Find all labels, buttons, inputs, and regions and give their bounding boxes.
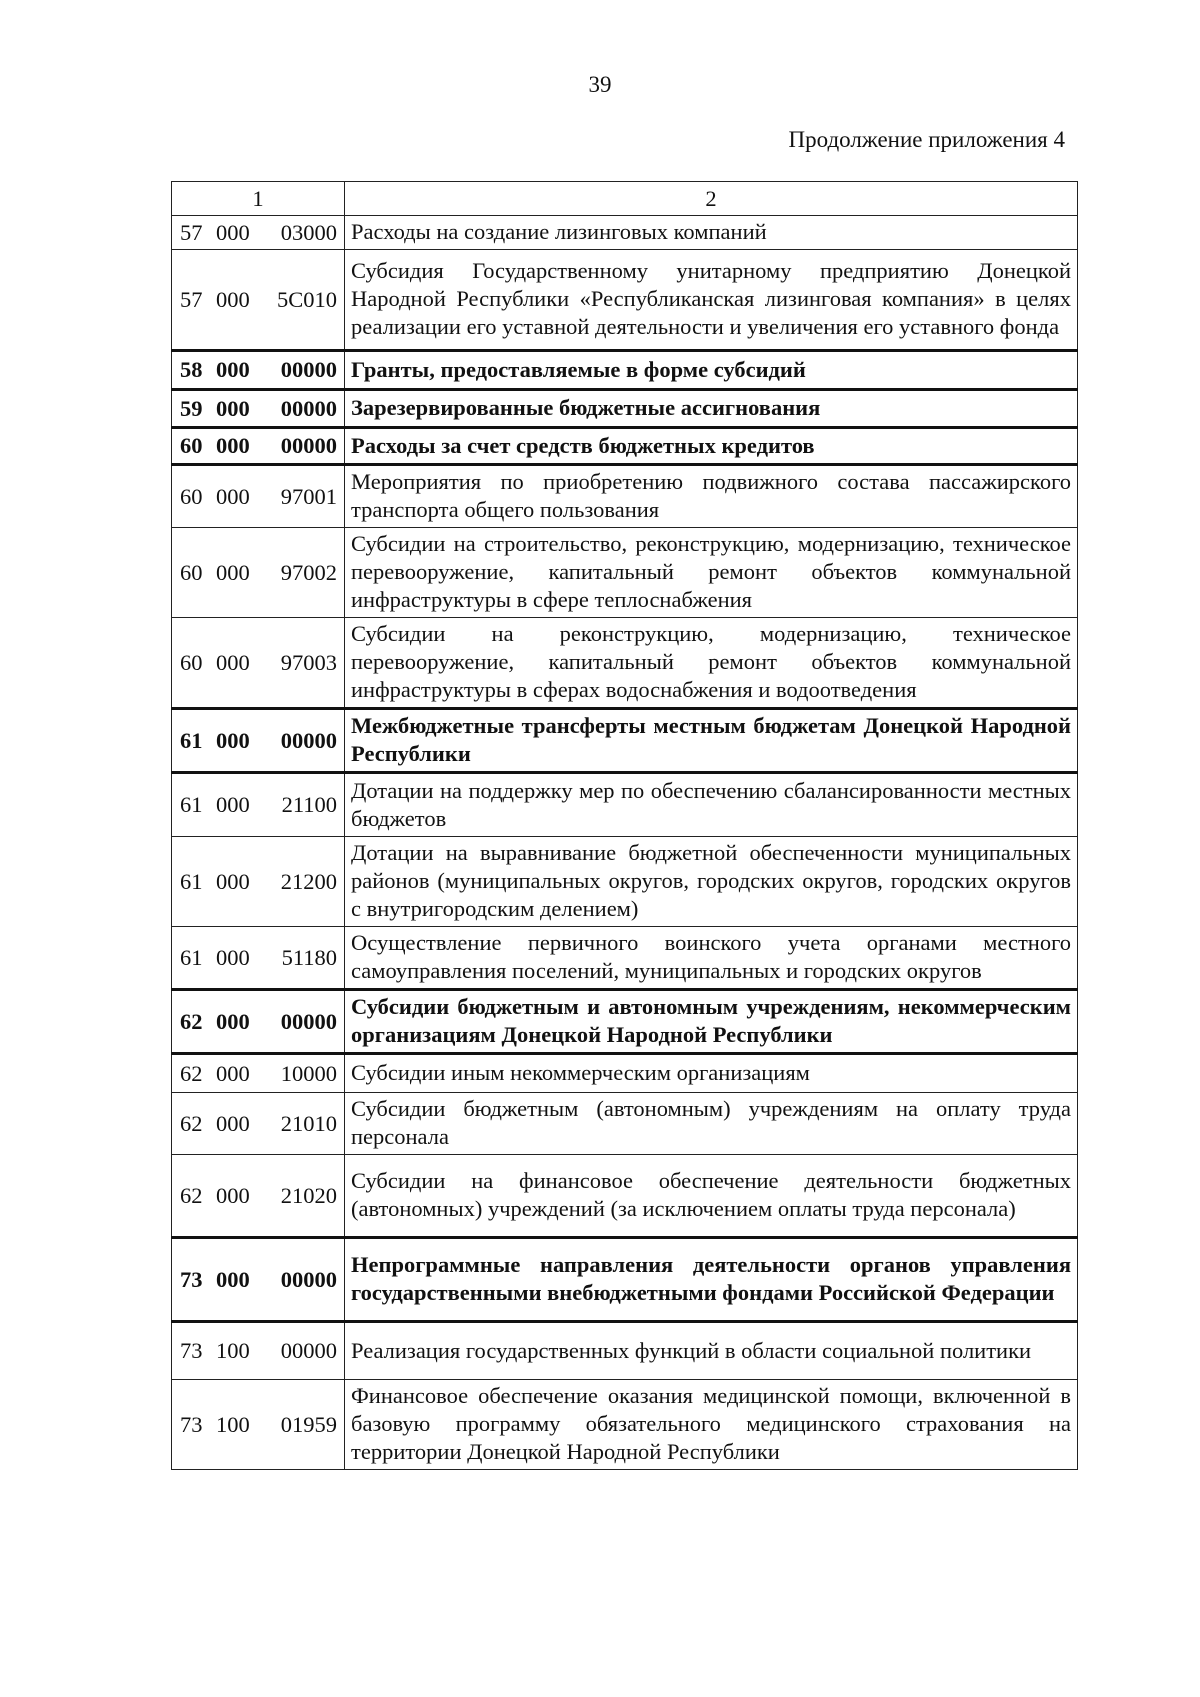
code-part-direction: 21010 [280, 1110, 337, 1136]
code-part-direction: 00000 [280, 1266, 337, 1292]
code-part-direction: 00000 [280, 727, 337, 753]
code-part-program: 60 [180, 433, 203, 458]
classification-code-cell [172, 250, 345, 351]
expense-description-cell: Межбюджетные трансферты местным бюджетам Донецкой Народной Республики [345, 709, 1078, 773]
code-part-subprogram: 000 [216, 649, 250, 675]
table-header-row [172, 182, 1078, 216]
table-row [172, 1380, 1078, 1470]
classification-code-cell [172, 618, 345, 709]
code-part-subprogram: 000 [216, 727, 250, 753]
table-row [172, 927, 1078, 990]
classification-code-cell [172, 990, 345, 1054]
table-row [172, 990, 1078, 1054]
code-part-subprogram: 000 [216, 433, 250, 458]
table-row [172, 709, 1078, 773]
code-part-program: 73 [180, 1338, 203, 1363]
table-row [172, 1238, 1078, 1322]
table-row [172, 216, 1078, 250]
expense-description-cell: Гранты, предоставляемые в форме субсидий [345, 351, 1078, 390]
classification-code-cell [172, 1093, 345, 1155]
expense-description-cell: Субсидии на строительство, реконструкцию, модернизацию, техническое перевооружение, капитальный ремонт объектов коммунальной инфраструктуры в сфере теплоснабжения [345, 528, 1078, 618]
expense-description-cell: Дотации на поддержку мер по обеспечению сбалансированности местных бюджетов [345, 773, 1078, 837]
classification-code-cell [172, 428, 345, 465]
code-part-program: 58 [180, 357, 203, 382]
table-row [172, 1322, 1078, 1380]
expense-description-cell: Расходы на создание лизинговых компаний [345, 216, 1078, 250]
table-row [172, 773, 1078, 837]
table-row [172, 390, 1078, 428]
table-row [172, 1155, 1078, 1238]
code-part-program: 62 [180, 1110, 203, 1136]
code-part-program: 61 [180, 727, 203, 753]
code-part-subprogram: 000 [216, 483, 250, 509]
code-part-subprogram: 000 [216, 944, 250, 970]
code-part-program: 61 [180, 868, 203, 894]
appendix-continuation-label: Продолжение приложения 4 [788, 127, 1065, 152]
code-part-direction: 97001 [280, 483, 337, 509]
code-part-program: 73 [180, 1411, 203, 1437]
code-part-program: 57 [180, 219, 203, 245]
classification-code-cell [172, 1238, 345, 1322]
expense-description-cell: Дотации на выравнивание бюджетной обеспеченности муниципальных районов (муниципальных округов, городских округов, городских округов с внутригородским делением) [345, 837, 1078, 927]
code-part-subprogram: 000 [216, 559, 250, 585]
table-row [172, 837, 1078, 927]
table-row [172, 528, 1078, 618]
classification-code-cell [172, 1322, 345, 1380]
expense-description-cell: Субсидии на финансовое обеспечение деятельности бюджетных (автономных) учреждений (за исключением оплаты труда персонала) [345, 1155, 1078, 1238]
code-part-direction: 00000 [280, 357, 337, 382]
column-header-code: 1 [172, 182, 345, 216]
table-row [172, 1093, 1078, 1155]
code-part-direction: 00000 [280, 395, 337, 421]
expense-description-cell: Субсидии иным некоммерческим организациям [345, 1054, 1078, 1093]
table-row [172, 428, 1078, 465]
table-row [172, 250, 1078, 351]
classification-code-cell [172, 1155, 345, 1238]
code-part-direction: 21200 [280, 868, 337, 894]
code-part-program: 62 [180, 1060, 203, 1086]
table-row [172, 618, 1078, 709]
code-part-program: 59 [180, 395, 203, 421]
classification-code-cell [172, 773, 345, 837]
code-part-direction: 01959 [280, 1411, 337, 1437]
classification-code-cell [172, 1054, 345, 1093]
code-part-subprogram: 000 [216, 286, 250, 312]
code-part-program: 61 [180, 944, 203, 970]
classification-code-cell [172, 465, 345, 528]
code-part-direction: 21020 [280, 1182, 337, 1208]
code-part-subprogram: 100 [216, 1411, 250, 1437]
expense-description-cell: Зарезервированные бюджетные ассигнования [345, 390, 1078, 428]
code-part-subprogram: 000 [216, 219, 250, 245]
code-part-program: 60 [180, 483, 203, 509]
code-part-program: 62 [180, 1008, 203, 1034]
table-row [172, 1054, 1078, 1093]
expense-description-cell: Субсидии бюджетным и автономным учреждениям, некоммерческим организациям Донецкой Народной Республики [345, 990, 1078, 1054]
code-part-subprogram: 000 [216, 357, 250, 382]
expense-description-cell: Мероприятия по приобретению подвижного состава пассажирского транспорта общего пользования [345, 465, 1078, 528]
code-part-subprogram: 000 [216, 1008, 250, 1034]
expense-description-cell: Расходы за счет средств бюджетных кредитов [345, 428, 1078, 465]
expense-description-cell: Осуществление первичного воинского учета органами местного самоуправления поселений, муниципальных и городских округов [345, 927, 1078, 990]
classification-code-cell [172, 709, 345, 773]
column-header-description: 2 [345, 182, 1078, 216]
code-part-subprogram: 000 [216, 868, 250, 894]
budget-classification-table [171, 181, 1078, 1470]
expense-description-cell: Субсидия Государственному унитарному предприятию Донецкой Народной Республики «Республиканская лизинговая компания» в целях реализации его уставной деятельности и увеличения его уставного фонда [345, 250, 1078, 351]
expense-description-cell: Субсидии на реконструкцию, модернизацию, техническое перевооружение, капитальный ремонт объектов коммунальной инфраструктуры в сферах водоснабжения и водоотведения [345, 618, 1078, 709]
code-part-subprogram: 000 [216, 1182, 250, 1208]
code-part-subprogram: 000 [216, 1266, 250, 1292]
classification-code-cell [172, 351, 345, 390]
table-row [172, 465, 1078, 528]
expense-description-cell: Реализация государственных функций в области социальной политики [345, 1322, 1078, 1380]
code-part-direction: 5С010 [276, 286, 337, 312]
expense-description-cell: Непрограммные направления деятельности органов управления государственными внебюджетными фондами Российской Федерации [345, 1238, 1078, 1322]
code-part-program: 57 [180, 286, 203, 312]
code-part-program: 61 [180, 792, 203, 817]
code-part-subprogram: 000 [216, 1060, 250, 1086]
code-part-subprogram: 000 [216, 1110, 250, 1136]
code-part-direction: 00000 [280, 433, 337, 458]
classification-code-cell [172, 390, 345, 428]
classification-code-cell [172, 927, 345, 990]
code-part-program: 62 [180, 1182, 203, 1208]
code-part-program: 60 [180, 559, 203, 585]
classification-code-cell [172, 528, 345, 618]
code-part-direction: 03000 [280, 219, 337, 245]
code-part-subprogram: 000 [216, 395, 250, 421]
code-part-subprogram: 000 [216, 792, 250, 817]
code-part-program: 73 [180, 1266, 203, 1292]
code-part-direction: 00000 [280, 1008, 337, 1034]
code-part-direction: 10000 [280, 1060, 337, 1086]
code-part-direction: 51180 [281, 944, 337, 970]
expense-description-cell: Финансовое обеспечение оказания медицинской помощи, включенной в базовую программу обязательного медицинского страхования на территории Донецкой Народной Республики [345, 1380, 1078, 1470]
code-part-program: 60 [180, 649, 203, 675]
code-part-direction: 97003 [280, 649, 337, 675]
page-number: 39 [588, 72, 612, 97]
table-row [172, 351, 1078, 390]
code-part-subprogram: 100 [216, 1338, 250, 1363]
code-part-direction: 00000 [280, 1338, 337, 1363]
expense-description-cell: Субсидии бюджетным (автономным) учреждениям на оплату труда персонала [345, 1093, 1078, 1155]
classification-code-cell [172, 216, 345, 250]
classification-code-cell [172, 837, 345, 927]
code-part-direction: 21100 [281, 792, 337, 817]
code-part-direction: 97002 [280, 559, 337, 585]
classification-code-cell [172, 1380, 345, 1470]
